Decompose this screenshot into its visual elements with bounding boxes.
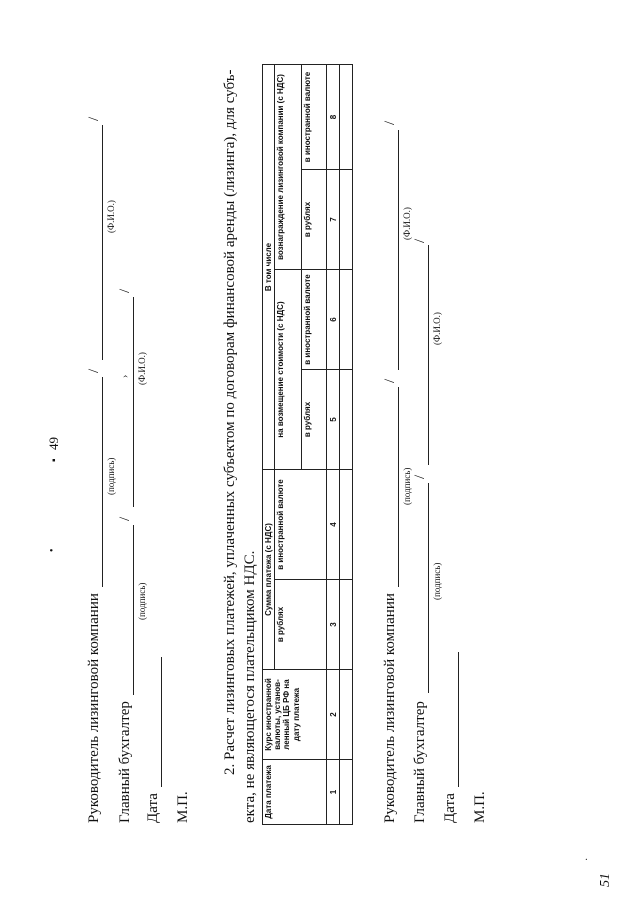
- col-number-1: 1: [327, 760, 340, 825]
- upper-accountant-sign-line: [133, 525, 134, 695]
- lower-director-sign-line: [398, 387, 399, 587]
- upper-director-name-line: [102, 125, 103, 360]
- lower-director-slash-2: /: [382, 120, 398, 125]
- lower-director-label: Руководитель лизинговой компании: [382, 593, 398, 823]
- col-number-6: 6: [327, 270, 340, 370]
- col-number-3: 3: [327, 580, 340, 670]
- table-header-row-1: [263, 64, 275, 824]
- scan-mark-3: ›: [120, 374, 131, 378]
- header-reimb-fx: в иностранной валюте: [302, 270, 327, 370]
- header-reimbursement: на возмещение стоимости (с НДС): [275, 270, 302, 470]
- corner-page-number: 51: [598, 873, 613, 887]
- header-rate: Курс иностранной валюты, установ-ленный ЦБ РФ на дату платежа: [263, 670, 327, 760]
- upper-accountant-name-line: [133, 297, 134, 507]
- upper-accountant-slash-2: /: [117, 288, 133, 293]
- lower-accountant-label: Главный бухгалтер: [412, 701, 428, 823]
- upper-director-label: Руководитель лизинговой компании: [86, 593, 102, 823]
- scan-mark-2: •: [47, 548, 58, 552]
- header-including: В том числе: [263, 64, 275, 469]
- col-number-8: 8: [327, 64, 340, 169]
- lower-accountant-slash-1: /: [412, 474, 428, 479]
- page-number: 49: [46, 437, 61, 450]
- col-number-5: 5: [327, 370, 340, 470]
- scan-mark-1: ▪: [49, 458, 60, 462]
- lower-director-slash-1: /: [382, 378, 398, 383]
- upper-director-slash-1: /: [86, 368, 102, 373]
- table-cell: [340, 370, 353, 470]
- header-sum-fx: в иностранной валюте: [275, 470, 327, 580]
- lease-payments-table: [262, 64, 353, 825]
- upper-director-sign-line: [102, 377, 103, 587]
- lower-accountant-sign-line: [428, 483, 429, 693]
- lower-date-line: [458, 652, 459, 787]
- upper-accountant-slash-1: /: [117, 516, 133, 521]
- header-reimb-rub: в рублях: [302, 370, 327, 470]
- upper-director-name-caption: (Ф.И.О.): [106, 200, 116, 233]
- section-heading-line1: 2. Расчет лизинговых платежей, уплаченных субъектом по договорам финансовой аренды (лизинга), для субъ-: [222, 69, 238, 775]
- header-fee: вознаграждение лизинговой компании (с НДС): [275, 64, 302, 269]
- upper-director-sign-caption: (подпись): [106, 457, 116, 495]
- col-number-7: 7: [327, 170, 340, 270]
- lower-accountant-name-caption: (Ф.И.О.): [432, 312, 442, 345]
- scan-mark-4: ·: [582, 857, 593, 861]
- lower-date-label: Дата: [442, 793, 458, 823]
- table-cell: [340, 760, 353, 825]
- upper-stamp-label: М.П.: [175, 791, 191, 823]
- table-cell: [340, 170, 353, 270]
- upper-accountant-name-caption: (Ф.И.О.): [137, 352, 147, 385]
- header-date: Дата платежа: [263, 760, 327, 825]
- col-number-2: 2: [327, 670, 340, 760]
- upper-date-label: Дата: [145, 793, 161, 823]
- lower-director-name-line: [398, 130, 399, 370]
- lower-accountant-sign-caption: (подпись): [432, 562, 442, 600]
- header-sum-rub: в рублях: [275, 580, 327, 670]
- upper-accountant-label: Главный бухгалтер: [117, 701, 133, 823]
- header-fee-rub: в рублях: [302, 170, 327, 270]
- col-number-4: 4: [327, 470, 340, 580]
- lower-accountant-name-line: [428, 245, 429, 465]
- table-cell: [340, 670, 353, 760]
- table-cell: [340, 270, 353, 370]
- table-row: [340, 64, 353, 824]
- lower-stamp-label: М.П.: [472, 791, 488, 823]
- header-sum: Сумма платежа (с НДС): [263, 470, 275, 670]
- table-column-numbers-row: [327, 64, 340, 824]
- table-cell: [340, 64, 353, 169]
- header-fee-fx: в иностранной валюте: [302, 64, 327, 169]
- section-heading-line2: екта, не являющегося плательщиком НДС.: [242, 550, 258, 823]
- upper-accountant-sign-caption: (подпись): [137, 582, 147, 620]
- lower-director-name-caption: (Ф.И.О.): [402, 207, 412, 240]
- table-cell: [340, 470, 353, 580]
- upper-director-slash-2: /: [86, 116, 102, 121]
- lower-accountant-slash-2: /: [412, 238, 428, 243]
- upper-date-line: [161, 657, 162, 787]
- table-cell: [340, 580, 353, 670]
- lower-director-sign-caption: (подпись): [402, 467, 412, 505]
